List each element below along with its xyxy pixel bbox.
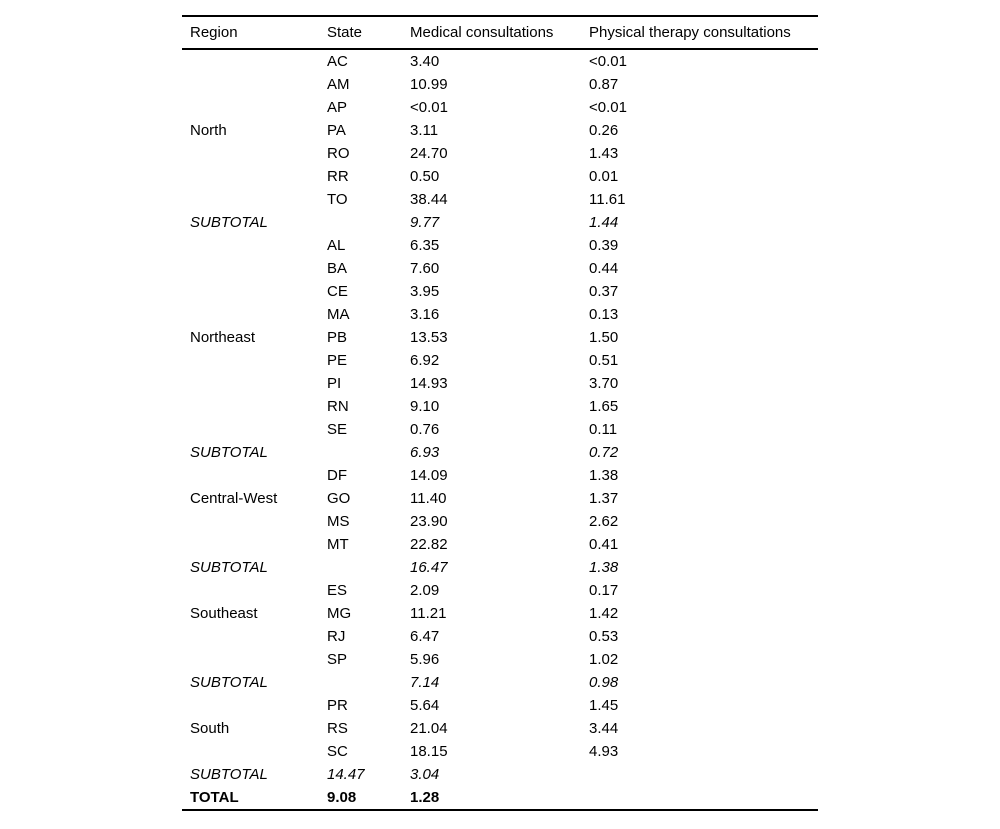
physio-cell: 1.65	[589, 398, 619, 415]
medical-cell: 10.99	[410, 76, 448, 93]
physio-cell: 0.26	[589, 122, 619, 139]
state-cell: MG	[327, 605, 352, 622]
medical-cell: 22.82	[410, 536, 448, 553]
column-header-physical-therapy-consultations: Physical therapy consultations	[589, 24, 791, 41]
medical-cell: 3.04	[410, 766, 440, 783]
medical-cell: 6.35	[410, 237, 440, 254]
physio-cell: 0.98	[589, 674, 619, 691]
physio-cell: 11.61	[589, 191, 626, 208]
medical-cell: 6.92	[410, 352, 440, 369]
table-header-row	[182, 17, 818, 50]
table-row	[182, 510, 818, 533]
state-cell: PE	[327, 352, 348, 369]
physio-cell: 1.38	[589, 467, 619, 484]
medical-cell: 3.40	[410, 53, 440, 70]
physio-cell: 0.72	[589, 444, 619, 461]
state-cell: SC	[327, 743, 348, 760]
physio-cell: 0.37	[589, 283, 619, 300]
table-row	[182, 73, 818, 96]
table-row	[182, 50, 818, 73]
state-cell: MS	[327, 513, 350, 530]
physio-cell: 3.70	[589, 375, 619, 392]
physio-cell: 0.01	[589, 168, 619, 185]
column-header-region: Region	[190, 24, 238, 41]
state-cell: AM	[327, 76, 350, 93]
medical-cell: 13.53	[410, 329, 448, 346]
physio-cell: 0.87	[589, 76, 619, 93]
region-cell: SUBTOTAL	[190, 214, 268, 231]
physio-cell: 0.13	[589, 306, 619, 323]
medical-cell: 2.09	[410, 582, 440, 599]
medical-cell: 16.47	[410, 559, 448, 576]
medical-cell: 11.21	[410, 605, 447, 622]
medical-cell: 7.60	[410, 260, 440, 277]
table-row	[182, 188, 818, 211]
region-cell: Northeast	[190, 329, 256, 346]
medical-cell: 7.14	[410, 674, 440, 691]
physio-cell: 1.02	[589, 651, 619, 668]
state-cell: AC	[327, 53, 348, 70]
physio-cell: 1.42	[589, 605, 619, 622]
medical-cell: 18.15	[410, 743, 448, 760]
medical-cell: 24.70	[410, 145, 448, 162]
medical-cell: 11.40	[410, 490, 447, 507]
table-row	[182, 441, 818, 464]
table-row	[182, 786, 818, 809]
medical-cell: 14.93	[410, 375, 448, 392]
region-cell: SUBTOTAL	[190, 766, 268, 783]
physio-cell: 1.37	[589, 490, 619, 507]
state-cell: AL	[327, 237, 346, 254]
physio-cell: 0.11	[589, 421, 618, 438]
table-body	[182, 50, 818, 809]
physio-cell: 0.39	[589, 237, 619, 254]
physio-cell: 2.62	[589, 513, 619, 530]
state-cell: MT	[327, 536, 349, 553]
region-cell: SUBTOTAL	[190, 674, 268, 691]
state-cell: CE	[327, 283, 348, 300]
state-cell: PI	[327, 375, 342, 392]
state-cell: PA	[327, 122, 346, 139]
table-row	[182, 487, 818, 510]
medical-cell: 21.04	[410, 720, 448, 737]
physio-cell: 1.43	[589, 145, 619, 162]
table-row	[182, 556, 818, 579]
physio-cell: 0.41	[589, 536, 619, 553]
medical-cell: 0.76	[410, 421, 440, 438]
state-cell: 9.08	[327, 789, 357, 806]
table-row	[182, 648, 818, 671]
table-row	[182, 234, 818, 257]
state-cell: RR	[327, 168, 349, 185]
medical-cell: 0.50	[410, 168, 440, 185]
table-row	[182, 464, 818, 487]
table-row	[182, 96, 818, 119]
medical-cell: 3.16	[410, 306, 440, 323]
physio-cell: 0.51	[589, 352, 619, 369]
state-cell: ES	[327, 582, 348, 599]
region-cell: North	[190, 122, 227, 139]
physio-cell: 4.93	[589, 743, 619, 760]
state-cell: MA	[327, 306, 350, 323]
physio-cell: 0.17	[589, 582, 619, 599]
table-row	[182, 211, 818, 234]
physio-cell: 3.44	[589, 720, 619, 737]
region-cell: TOTAL	[190, 789, 239, 806]
physio-cell: 1.44	[589, 214, 619, 231]
physio-cell: 1.50	[589, 329, 619, 346]
physio-cell: 1.45	[589, 697, 619, 714]
state-cell: RS	[327, 720, 348, 737]
table-row	[182, 303, 818, 326]
table-row	[182, 395, 818, 418]
table-row	[182, 349, 818, 372]
medical-cell: 14.09	[410, 467, 448, 484]
medical-cell: 5.96	[410, 651, 440, 668]
state-cell: AP	[327, 99, 348, 116]
state-cell: SP	[327, 651, 348, 668]
column-header-state: State	[327, 24, 363, 41]
medical-cell: 1.28	[410, 789, 440, 806]
medical-cell: 38.44	[410, 191, 448, 208]
table-row	[182, 372, 818, 395]
table-row	[182, 625, 818, 648]
state-cell: 14.47	[327, 766, 365, 783]
table-row	[182, 119, 818, 142]
table-row	[182, 671, 818, 694]
consultations-table	[182, 15, 818, 811]
state-cell: RJ	[327, 628, 346, 645]
physio-cell: 0.44	[589, 260, 619, 277]
state-cell: PR	[327, 697, 348, 714]
medical-cell: 3.11	[410, 122, 439, 139]
table-row	[182, 694, 818, 717]
state-cell: BA	[327, 260, 348, 277]
state-cell: TO	[327, 191, 348, 208]
medical-cell: 9.10	[410, 398, 440, 415]
medical-cell: 3.95	[410, 283, 440, 300]
state-cell: DF	[327, 467, 347, 484]
table-row	[182, 257, 818, 280]
table-row	[182, 326, 818, 349]
table-row	[182, 740, 818, 763]
region-cell: South	[190, 720, 230, 737]
state-cell: RO	[327, 145, 350, 162]
table-row	[182, 418, 818, 441]
region-cell: SUBTOTAL	[190, 444, 268, 461]
medical-cell: <0.01	[410, 99, 448, 116]
table-row	[182, 579, 818, 602]
table-row	[182, 763, 818, 786]
state-cell: RN	[327, 398, 349, 415]
medical-cell: 6.93	[410, 444, 440, 461]
state-cell: PB	[327, 329, 348, 346]
region-cell: SUBTOTAL	[190, 559, 268, 576]
table-row	[182, 142, 818, 165]
state-cell: GO	[327, 490, 351, 507]
table-row	[182, 533, 818, 556]
medical-cell: 9.77	[410, 214, 440, 231]
region-cell: Central-West	[190, 490, 278, 507]
table-row	[182, 602, 818, 625]
table-row	[182, 717, 818, 740]
physio-cell: 1.38	[589, 559, 619, 576]
table-row	[182, 165, 818, 188]
medical-cell: 5.64	[410, 697, 440, 714]
table-row	[182, 280, 818, 303]
physio-cell: <0.01	[589, 53, 627, 70]
region-cell: Southeast	[190, 605, 258, 622]
column-header-medical-consultations: Medical consultations	[410, 24, 554, 41]
medical-cell: 6.47	[410, 628, 440, 645]
physio-cell: <0.01	[589, 99, 627, 116]
physio-cell: 0.53	[589, 628, 619, 645]
state-cell: SE	[327, 421, 348, 438]
medical-cell: 23.90	[410, 513, 448, 530]
